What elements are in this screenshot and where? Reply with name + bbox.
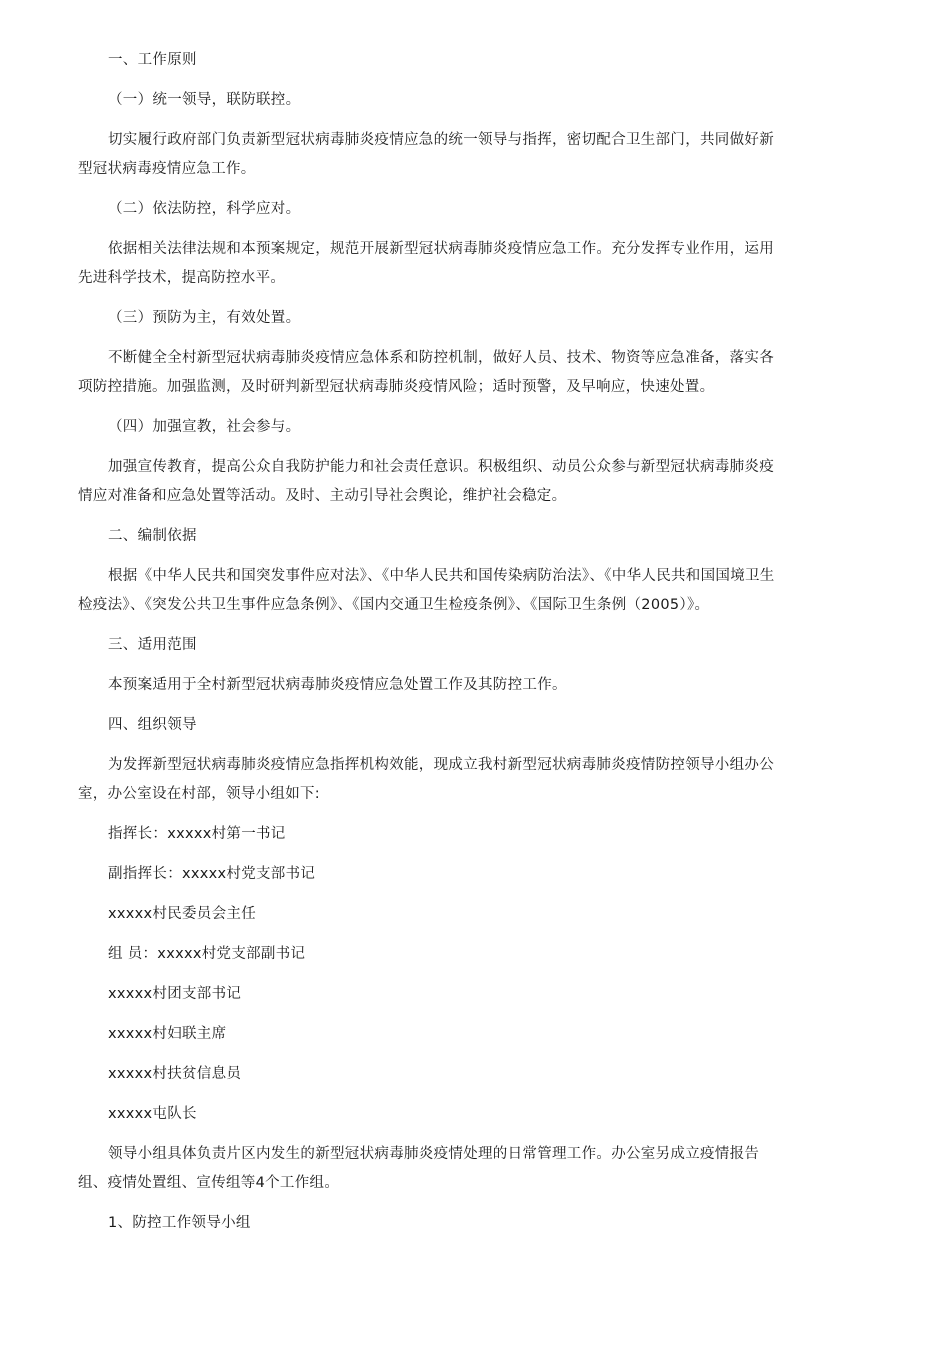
paragraph-prevention-first: 不断健全全村新型冠状病毒肺炎疫情应急体系和防控机制，做好人员、技术、物资等应急准备，落实各项防控措施。加强监测，及时研判新型冠状病毒肺炎疫情风险；适时预警，及早响应，快速处置。: [78, 350, 774, 395]
subheading-publicity-participation: （四）加强宣教，社会参与。: [108, 419, 301, 435]
subheading-unified-leadership: （一）统一领导，联防联控。: [108, 92, 301, 108]
member-village-committee-director: xxxxx村民委员会主任: [108, 906, 257, 922]
heading-scope: 三、适用范围: [108, 637, 197, 653]
heading-compilation-basis: 二、编制依据: [108, 528, 197, 544]
member-womens-federation-chair: xxxxx村妇联主席: [108, 1026, 227, 1042]
paragraph-lawful-control: 依据相关法律法规和本预案规定，规范开展新型冠状病毒肺炎疫情应急工作。充分发挥专业作用，运用先进科学技术，提高防控水平。: [78, 241, 774, 286]
member-hamlet-captain: xxxxx屯队长: [108, 1106, 197, 1122]
heading-organization-leadership: 四、组织领导: [108, 717, 197, 733]
member-deputy-commander: 副指挥长：xxxxx村党支部书记: [108, 866, 316, 882]
subheading-lawful-control: （二）依法防控，科学应对。: [108, 201, 301, 217]
member-team-deputy-secretary: 组 员：xxxxx村党支部副书记: [108, 946, 306, 962]
paragraph-publicity-participation: 加强宣传教育，提高公众自我防护能力和社会责任意识。积极组织、动员公众参与新型冠状病毒肺炎疫情应对准备和应急处置等活动。及时、主动引导社会舆论，维护社会稳定。: [78, 459, 774, 504]
member-poverty-info-officer: xxxxx村扶贫信息员: [108, 1066, 242, 1082]
member-youth-league-secretary: xxxxx村团支部书记: [108, 986, 242, 1002]
subheading-prevention-first: （三）预防为主，有效处置。: [108, 310, 301, 326]
paragraph-organization-leadership: 为发挥新型冠状病毒肺炎疫情应急指挥机构效能，现成立我村新型冠状病毒肺炎疫情防控领导小组办公室，办公室设在村部，领导小组如下:: [78, 757, 774, 802]
heading-work-principles: 一、工作原则: [108, 52, 197, 68]
member-commander: 指挥长：xxxxx村第一书记: [108, 826, 286, 842]
paragraph-compilation-basis: 根据《中华人民共和国突发事件应对法》、《中华人民共和国传染病防治法》、《中华人民共和国国境卫生检疫法》、《突发公共卫生事件应急条例》、《国内交通卫生检疫条例》、《国际卫生条例（2005）》。: [78, 568, 775, 613]
paragraph-working-groups: 领导小组具体负责片区内发生的新型冠状病毒肺炎疫情处理的日常管理工作。办公室另成立疫情报告组、疫情处置组、宣传组等4个工作组。: [78, 1146, 760, 1191]
heading-leading-group: 1、防控工作领导小组: [108, 1215, 251, 1231]
paragraph-scope: 本预案适用于全村新型冠状病毒肺炎疫情应急处置工作及其防控工作。: [108, 677, 567, 693]
document-body: [78, 46, 778, 1249]
paragraph-unified-leadership: 切实履行政府部门负责新型冠状病毒肺炎疫情应急的统一领导与指挥，密切配合卫生部门，共同做好新型冠状病毒疫情应急工作。: [78, 132, 774, 177]
